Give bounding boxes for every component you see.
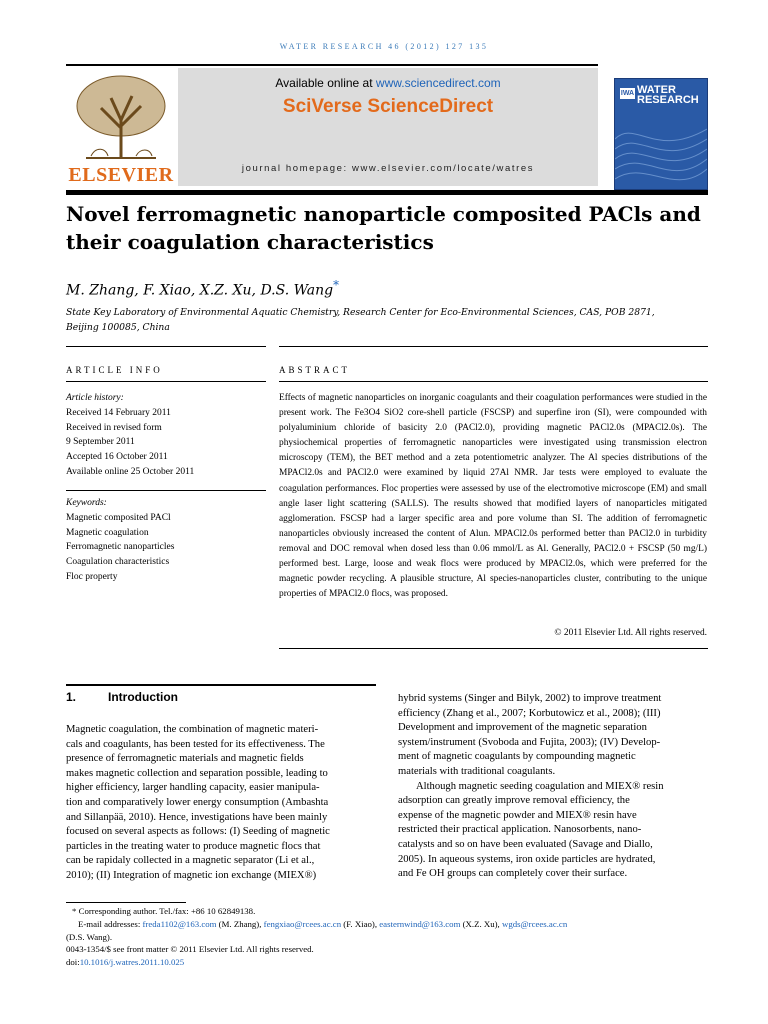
journal-cover bbox=[614, 78, 708, 190]
journal-homepage[interactable]: journal homepage: www.elsevier.com/locate/watres bbox=[241, 163, 535, 174]
keyword: Coagulation characteristics bbox=[66, 557, 170, 568]
issn-line: 0043-1354/$ see front matter © 2011 Elsevier Ltd. All rights reserved. bbox=[66, 944, 314, 954]
text-line: cals and coagulants, has been tested for its effectiveness. The bbox=[66, 738, 325, 750]
section-number: 1. bbox=[66, 690, 77, 704]
intro-right-column bbox=[398, 692, 708, 882]
text-line: catalysts and so on have been evaluated (Savage and Diallo, bbox=[398, 838, 653, 850]
corresponding-mark[interactable]: * bbox=[333, 278, 339, 292]
text-line: makes magnetic collection and separation possible, leading to bbox=[66, 767, 328, 779]
affiliation bbox=[66, 305, 686, 335]
sciencedirect-link[interactable]: www.sciencedirect.com bbox=[375, 76, 501, 90]
abstract-bottom-rule bbox=[279, 648, 708, 649]
article-title: Novel ferromagnetic nanoparticle composited PACls and their coagulation characteristics bbox=[66, 202, 701, 254]
section-title: Introduction bbox=[108, 690, 178, 704]
keywords-rule bbox=[66, 490, 266, 491]
email-owner: (X.Z. Xu), bbox=[460, 919, 502, 929]
text-line: can be rapidaly collected in a magnetic separator (Li et al., bbox=[66, 855, 315, 867]
iwa-logo: IWA bbox=[620, 90, 635, 97]
text-line: and Fe OH groups can completely cover their surface. bbox=[398, 868, 628, 880]
affiliation-line-1: State Key Laboratory of Environmental Aquatic Chemistry, Research Center for Eco-Environmental Sciences, CAS, POB 2871, bbox=[66, 307, 655, 318]
text-line: and Sillanpää, 2010). Hence, investigations have been mainly bbox=[66, 811, 328, 823]
text-line: adsorption can greatly improve removal efficiency, the bbox=[398, 795, 630, 807]
available-online bbox=[178, 76, 598, 90]
article-info-subrule bbox=[66, 381, 266, 382]
intro-heading bbox=[66, 690, 178, 704]
title-rule bbox=[66, 190, 708, 195]
available-prefix: Available online at bbox=[275, 76, 376, 90]
authors bbox=[66, 278, 339, 299]
text-line: presence of ferromagnetic materials and magnetic fields bbox=[66, 753, 304, 765]
text-line: higher efficiency, larger handling capacity, easier manipula- bbox=[66, 782, 320, 794]
text-line: 2005). In aqueous systems, iron oxide particles are hydrated, bbox=[398, 853, 656, 865]
history-line: Received 14 February 2011 bbox=[66, 407, 171, 418]
email-continuation: (D.S. Wang). bbox=[66, 932, 113, 942]
running-head: WATER RESEARCH 46 (2012) 127 135 bbox=[279, 42, 489, 51]
text-line: system/instrument (Svoboda and Fujita, 2003); (IV) Develop- bbox=[398, 736, 661, 748]
article-history bbox=[66, 391, 266, 480]
abstract-text: Effects of magnetic nanoparticles on inorganic coagulants and their coagulation performances were studied in the present work. The Fe3O4 SiO2 core-shell particle (FSCSP) and superfine iron (SI), were compounded with polyaluminium chloride of basicity 2.0 (PACl2.0), providing magnetic PACl2.0s (MPACl2.0s). The physiochemical properties of ferromagnetic nanoparticles were investigated using transmission electron microscopy (TEM), the BET method and a zeta potentiometric analyzer. The Al species distributions of the MPACl2.0s and PACl2.0 were examined by liquid 27Al NMR. Jar tests were employed to evaluate the coagulation performances. Floc properties were assessed by use of the electromotive microscope (EM) and small angle laser light scattering (SALLS). The results showed that modified layers of nanoparticles mitigated agglomeration. FSCSP had a larger specific area and pore volume than SI. The addition of ferromagnetic nanoparticles obviously increased the content of Alun. MPACl2.0s performed better than PACl2.0 in turbidity removal and DOC removal when dosed less than 0.06 mmol/L as Al. Generally, PACl2.0 + FSCSP (50 mg/L) performed best. Large, loose and weak flocs were produced by MPACl2.0s, which were preferred for the magnetic powder recycling. A plausible structure, Al species-nanoparticles cluster, contributing to the unique properties of MPACl2.0 flocs, was proposed. bbox=[279, 393, 707, 600]
keyword: Magnetic coagulation bbox=[66, 527, 149, 538]
doi-line bbox=[66, 956, 184, 968]
email-addresses bbox=[78, 918, 718, 930]
intro-rule bbox=[66, 684, 376, 686]
text-line: efficiency (Zhang et al., 2007; Korbutowicz et al., 2008); (III) bbox=[398, 707, 661, 719]
history-label: Article history: bbox=[66, 393, 124, 403]
intro-left-column bbox=[66, 723, 376, 884]
keyword: Ferromagnetic nanoparticles bbox=[66, 542, 175, 553]
header-top-rule bbox=[66, 64, 598, 66]
text-line: restricted their practical application. Nanosorbents, nano- bbox=[398, 824, 642, 836]
text-line: particles in the treating water to produce magnetic flocs that bbox=[66, 840, 321, 852]
email-label: E-mail addresses: bbox=[78, 919, 143, 929]
doi-link[interactable]: 10.1016/j.watres.2011.10.025 bbox=[79, 957, 185, 967]
keyword: Floc property bbox=[66, 571, 118, 582]
keyword: Magnetic composited PACl bbox=[66, 512, 171, 523]
text-line: hybrid systems (Singer and Bilyk, 2002) to improve treatment bbox=[398, 693, 662, 704]
history-line: Received in revised form bbox=[66, 422, 162, 433]
history-line: Available online 25 October 2011 bbox=[66, 466, 195, 477]
sciverse-brand: SciVerse ScienceDirect bbox=[282, 96, 494, 117]
text-line: Development and improvement of the magnetic separation bbox=[398, 722, 647, 734]
abstract-rule bbox=[279, 346, 708, 347]
text-line: Although magnetic seeding coagulation and MIEX® resin bbox=[416, 780, 664, 792]
abstract-copyright: © 2011 Elsevier Ltd. All rights reserved. bbox=[554, 628, 707, 638]
footnote-rule bbox=[66, 902, 186, 903]
cover-title-line2: RESEARCH bbox=[637, 94, 699, 106]
text-line: focused on several aspects as follows: (I) Seeding of magnetic bbox=[66, 826, 330, 838]
history-line: Accepted 16 October 2011 bbox=[66, 452, 168, 463]
history-line: 9 September 2011 bbox=[66, 437, 135, 448]
doi-label: doi: bbox=[66, 957, 80, 967]
abstract-subrule bbox=[279, 381, 708, 382]
article-info-rule bbox=[66, 346, 266, 347]
email-owner: (M. Zhang), bbox=[216, 919, 264, 929]
author-names: M. Zhang, F. Xiao, X.Z. Xu, D.S. Wang bbox=[66, 282, 334, 299]
email-link[interactable]: freda1102@163.com bbox=[142, 919, 217, 929]
affiliation-line-2: Beijing 100085, China bbox=[66, 322, 170, 333]
text-line: expense of the magnetic powder and MIEX® resin have bbox=[398, 809, 637, 821]
text-line: Magnetic coagulation, the combination of magnetic materi- bbox=[66, 724, 319, 735]
text-line: 2010); (II) Integration of magnetic ion exchange (MIEX®) bbox=[66, 869, 317, 881]
corresponding-note: * Corresponding author. Tel./fax: +86 10 62849138. bbox=[72, 906, 256, 916]
text-line: tion and comparatively lower energy consumption (Ambashta bbox=[66, 796, 329, 808]
text-line: ment of magnetic coagulants by compounding magnetic bbox=[398, 751, 636, 763]
email-link[interactable]: easternwind@163.com bbox=[379, 919, 461, 929]
text-line: materials with traditional coagulants. bbox=[398, 765, 556, 777]
keywords-label: Keywords: bbox=[66, 498, 107, 508]
publisher-name: ELSEVIER bbox=[68, 164, 174, 186]
cover-title-line1: WATER bbox=[637, 84, 676, 96]
email-link[interactable]: wgds@rcees.ac.cn bbox=[501, 919, 568, 929]
email-owner: (F. Xiao), bbox=[341, 919, 380, 929]
email-link[interactable]: fengxiao@rcees.ac.cn bbox=[263, 919, 342, 929]
keywords bbox=[66, 496, 266, 585]
cover-pattern bbox=[615, 79, 707, 189]
article-info-label: ARTICLE INFO bbox=[66, 365, 163, 375]
abstract-label: ABSTRACT bbox=[279, 365, 351, 375]
